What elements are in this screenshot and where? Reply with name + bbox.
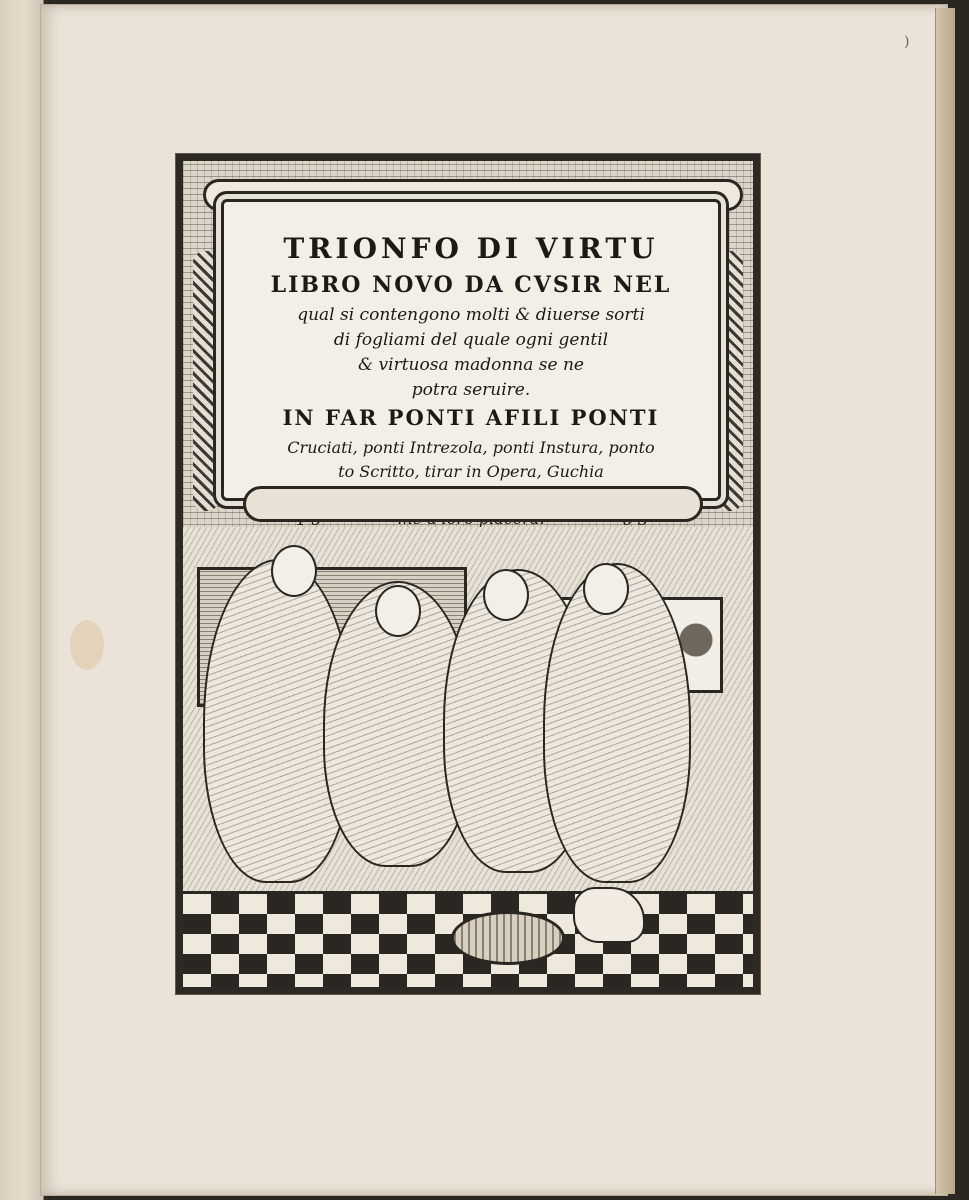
figure-head-left <box>271 545 317 597</box>
title-line-5: & virtuosa madonna se ne <box>358 355 584 375</box>
title-line-1: TRIONFO DI VIRTU <box>283 232 659 265</box>
title-line-6: potra seruire. <box>411 380 531 400</box>
cloth-bundle <box>573 887 645 943</box>
figure-head-right <box>583 563 629 615</box>
bottom-scroll-ornament <box>243 486 703 522</box>
left-page-edge <box>0 0 44 1200</box>
right-page-edge <box>935 8 955 1194</box>
title-line-2: LIBRO NOVO DA CVSIR NEL <box>270 272 672 298</box>
title-cartouche <box>221 199 721 501</box>
page-marker: ) <box>904 34 910 50</box>
sewing-basket <box>451 911 565 965</box>
paper-stain <box>70 620 104 670</box>
title-line-9: to Scritto, tirar in Opera, Guchia <box>338 462 604 481</box>
figure-head-center <box>483 569 529 621</box>
title-line-4: di fogliami del quale ogni gentil <box>333 330 609 350</box>
left-garland-ornament <box>193 251 219 511</box>
title-line-8: Cruciati, ponti Intrezola, ponti Instura, ponto <box>287 438 655 457</box>
embroidery-scene <box>183 527 760 994</box>
figure-head-child <box>375 585 421 637</box>
title-line-7: IN FAR PONTI AFILI PONTI <box>282 405 660 430</box>
woodcut-title-block <box>176 154 760 994</box>
title-line-3: qual si contengono molti & diuerse sorti <box>297 305 645 325</box>
